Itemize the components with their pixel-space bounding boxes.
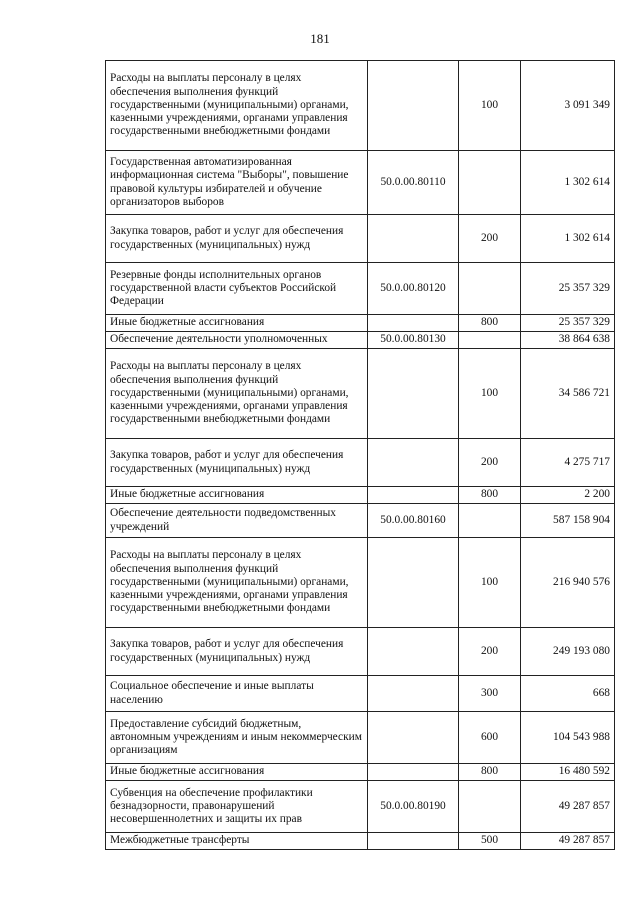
target-code: [368, 628, 459, 676]
target-code: [368, 215, 459, 263]
expense-name: Резервные фонды исполнительных органов государственной власти субъектов Российской Федерации: [106, 263, 368, 315]
table-row: [106, 439, 615, 487]
expense-type: 600: [459, 712, 521, 764]
table-row: [106, 487, 615, 504]
expense-type: 300: [459, 676, 521, 712]
table-row: [106, 263, 615, 315]
amount: 2 200: [521, 487, 615, 504]
expense-name: Субвенция на обеспечение профилактики безнадзорности, правонарушений несовершеннолетних и защиты их прав: [106, 781, 368, 833]
target-code: [368, 487, 459, 504]
expense-name: Предоставление субсидий бюджетным, автономным учреждениям и иным некоммерческим организациям: [106, 712, 368, 764]
table-row: [106, 833, 615, 850]
amount: 38 864 638: [521, 332, 615, 349]
amount: 587 158 904: [521, 504, 615, 538]
amount: 49 287 857: [521, 833, 615, 850]
expense-type: 100: [459, 538, 521, 628]
table-row: [106, 504, 615, 538]
target-code: 50.0.00.80190: [368, 781, 459, 833]
expense-name: Закупка товаров, работ и услуг для обеспечения государственных (муниципальных) нужд: [106, 215, 368, 263]
amount: 25 357 329: [521, 263, 615, 315]
target-code: [368, 349, 459, 439]
expense-type: 200: [459, 215, 521, 263]
amount: 25 357 329: [521, 315, 615, 332]
expense-name: Межбюджетные трансферты: [106, 833, 368, 850]
expense-name: Иные бюджетные ассигнования: [106, 764, 368, 781]
target-code: [368, 676, 459, 712]
amount: 16 480 592: [521, 764, 615, 781]
expense-name: Государственная автоматизированная информационная система "Выборы", повышение правовой культуры избирателей и обучение организаторов выборов: [106, 151, 368, 215]
amount: 668: [521, 676, 615, 712]
amount: 249 193 080: [521, 628, 615, 676]
target-code: 50.0.00.80160: [368, 504, 459, 538]
amount: 104 543 988: [521, 712, 615, 764]
target-code: [368, 712, 459, 764]
expense-name: Расходы на выплаты персоналу в целях обеспечения выполнения функций государственными (муниципальными) органами, казенными учреждениями, органами управления государственными внебюджетными фондами: [106, 61, 368, 151]
amount: 3 091 349: [521, 61, 615, 151]
expense-name: Иные бюджетные ассигнования: [106, 487, 368, 504]
expense-name: Обеспечение деятельности подведомственных учреждений: [106, 504, 368, 538]
table-row: [106, 349, 615, 439]
expense-type: 200: [459, 628, 521, 676]
expense-type: 800: [459, 487, 521, 504]
expense-name: Обеспечение деятельности уполномоченных: [106, 332, 368, 349]
amount: 4 275 717: [521, 439, 615, 487]
table-row: [106, 332, 615, 349]
expense-type: 500: [459, 833, 521, 850]
page-number: 181: [310, 31, 330, 46]
target-code: [368, 833, 459, 850]
target-code: 50.0.00.80130: [368, 332, 459, 349]
table-row: [106, 315, 615, 332]
table-row: [106, 676, 615, 712]
table-row: [106, 712, 615, 764]
table-row: [106, 781, 615, 833]
expense-name: Расходы на выплаты персоналу в целях обеспечения выполнения функций государственными (муниципальными) органами, казенными учреждениями, органами управления государственными внебюджетными фондами: [106, 349, 368, 439]
table-row: [106, 151, 615, 215]
amount: 216 940 576: [521, 538, 615, 628]
expense-type: 800: [459, 764, 521, 781]
budget-table: [105, 60, 615, 850]
expense-name: Иные бюджетные ассигнования: [106, 315, 368, 332]
amount: 34 586 721: [521, 349, 615, 439]
expense-name: Социальное обеспечение и иные выплаты населению: [106, 676, 368, 712]
target-code: [368, 764, 459, 781]
expense-type: 100: [459, 349, 521, 439]
expense-name: Закупка товаров, работ и услуг для обеспечения государственных (муниципальных) нужд: [106, 628, 368, 676]
table-row: [106, 628, 615, 676]
expense-type: 200: [459, 439, 521, 487]
expense-type: [459, 781, 521, 833]
table-row: [106, 215, 615, 263]
amount: 49 287 857: [521, 781, 615, 833]
expense-name: Закупка товаров, работ и услуг для обеспечения государственных (муниципальных) нужд: [106, 439, 368, 487]
expense-type: [459, 504, 521, 538]
expense-type: 800: [459, 315, 521, 332]
target-code: [368, 61, 459, 151]
table-row: [106, 61, 615, 151]
amount: 1 302 614: [521, 215, 615, 263]
expense-type: [459, 332, 521, 349]
target-code: [368, 439, 459, 487]
amount: 1 302 614: [521, 151, 615, 215]
target-code: [368, 538, 459, 628]
expense-name: Расходы на выплаты персоналу в целях обеспечения выполнения функций государственными (муниципальными) органами, казенными учреждениями, органами управления государственными внебюджетными фондами: [106, 538, 368, 628]
target-code: [368, 315, 459, 332]
target-code: 50.0.00.80110: [368, 151, 459, 215]
table-row: [106, 538, 615, 628]
expense-type: [459, 151, 521, 215]
expense-type: 100: [459, 61, 521, 151]
target-code: 50.0.00.80120: [368, 263, 459, 315]
expense-type: [459, 263, 521, 315]
table-row: [106, 764, 615, 781]
